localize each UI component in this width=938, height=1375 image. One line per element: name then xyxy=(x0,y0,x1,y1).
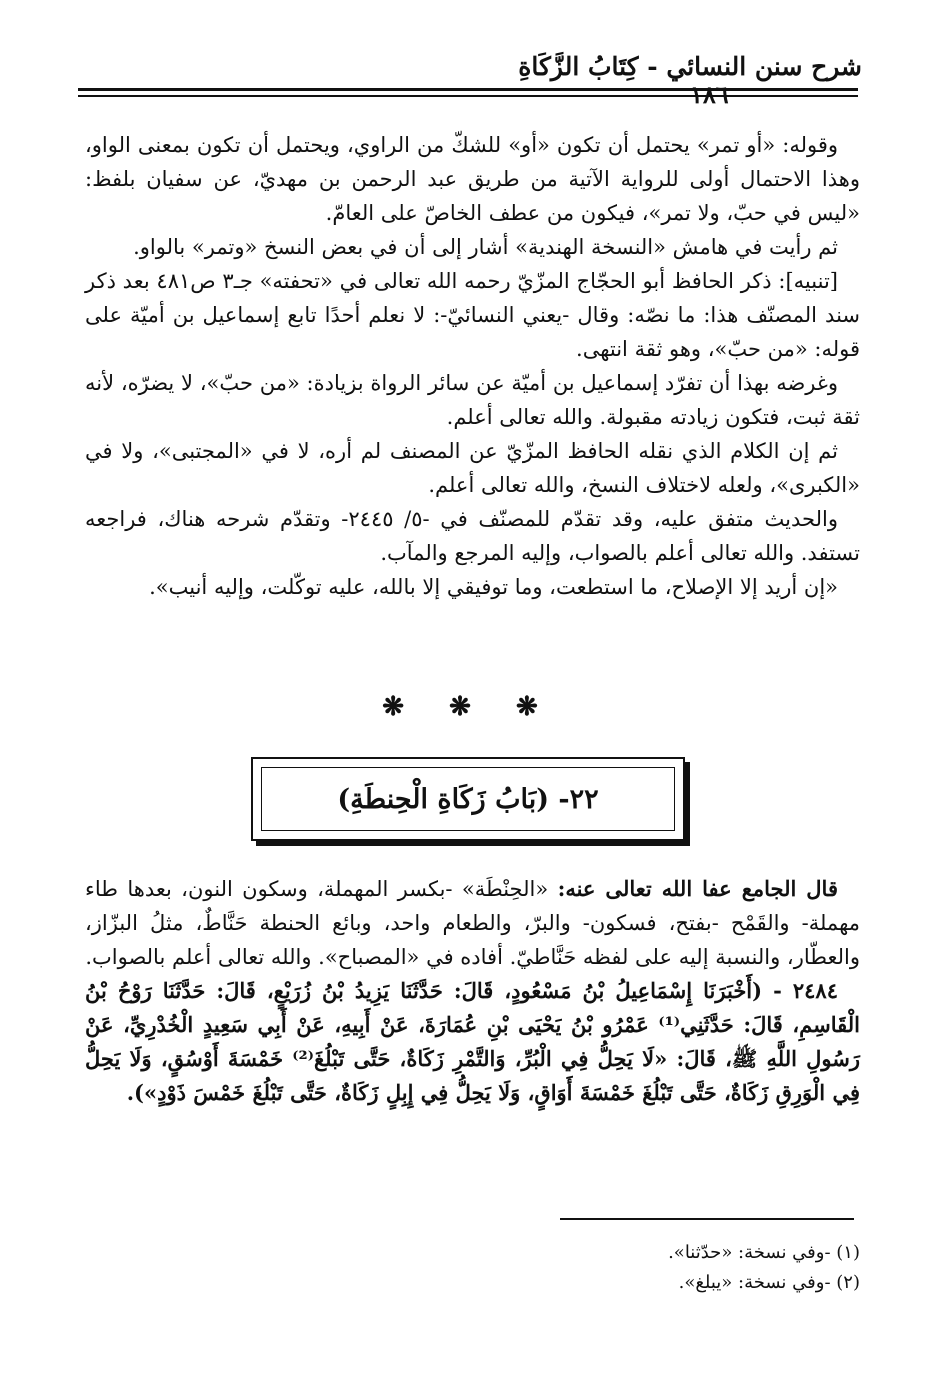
commentary-lead: قال الجامع عفا الله تعالى عنه: xyxy=(557,876,838,901)
main-text xyxy=(85,128,860,604)
chapter-title-inner-frame xyxy=(261,767,675,831)
paragraph: وغرضه بهذا أن تفرّد إسماعيل بن أميّة عن سائر الرواة بزيادة: «من حبّ»، لا يضرّه، لأنه ثقة ثبت، فتكون زيادته مقبولة. والله تعالى أعلم. xyxy=(85,371,860,429)
header-rule-top xyxy=(78,88,858,91)
section-separator: ❋ ❋ ❋ xyxy=(382,692,556,722)
footnote: (٢) -وفي نسخة: «يبلغ». xyxy=(678,1272,860,1293)
paragraph: «إن أريد إلا الإصلاح، ما استطعت، وما توفيقي إلا بالله، عليه توكّلت، وإليه أنيب». xyxy=(149,575,838,599)
running-header-title: شرح سنن النسائي - كِتَابُ الزَّكَاةِ xyxy=(518,52,862,81)
hadith-paragraph: ٢٤٨٤ - (أَخْبَرَنَا إِسْمَاعِيلُ بْنُ مَسْعُودٍ، قَالَ: حَدَّثَنَا يَزِيدُ بْنُ زُرَيْعٍ، قَالَ: حَدَّثَنَا رَوْحُ بْنُ الْقَاسِمِ، قَالَ: حَدَّثَنِي⁽¹⁾ عَمْرُو بْنُ يَحْيَى بْنِ عُمَارَةَ، عَنْ أَبِيهِ، عَنْ أَبِي سَعِيدٍ الْخُدْرِيِّ، عَنْ رَسُولِ اللَّهِ ﷺ، قَالَ: «لَا يَحِلُّ فِي الْبُرِّ، وَالتَّمْرِ زَكَاةٌ، حَتَّى تَبْلُغَ⁽²⁾ خَمْسَةَ أَوْسُقٍ، وَلَا يَحِلُّ فِي الْوَرِقِ زَكَاةٌ، حَتَّى تَبْلُغَ خَمْسَةَ أَوَاقٍ، وَلَا يَحِلُّ فِي إِبِلٍ زَكَاةٌ، حَتَّى تَبْلُغَ خَمْسَ ذَوْدٍ»). xyxy=(85,978,860,1105)
paragraph: وقوله: «أو تمر» يحتمل أن تكون «أو» للشكّ من الراوي، ويحتمل أن تكون بمعنى الواو، وهذا الاحتمال أولى للرواية الآتية من طريق عبد الرحمن بن مهديّ، عن سفيان بلفظ: «ليس في حبّ، ولا تمر»، فيكون من عطف الخاصّ على العامّ. xyxy=(85,133,860,225)
header-rule-bottom xyxy=(78,95,858,97)
footnotes xyxy=(360,1238,860,1298)
paragraph: ثم إن الكلام الذي نقله الحافظ المزّيّ عن المصنف لم أره، لا في «المجتبى»، ولا في «الكبرى»، ولعله لاختلاف النسخ، والله تعالى أعلم. xyxy=(85,439,860,497)
commentary-text xyxy=(85,872,860,1110)
chapter-title: ٢٢- (بَابُ زَكَاةِ الْحِنطَةِ) xyxy=(337,783,599,815)
paragraph: [تنبيه]: ذكر الحافظ أبو الحجّاج المزّيّ رحمه الله تعالى في «تحفته» جـ٣ ص٤٨١ بعد ذكر سند المصنّف هذا: ما نصّه: وقال -يعني النسائيّ-: لا نعلم أحدًا تابع إسماعيل بن أميّة على قوله: «من حبّ»، وهو ثقة انتهى. xyxy=(85,269,860,361)
paragraph: والحديث متفق عليه، وقد تقدّم للمصنّف في -٥/ ٢٤٤٥- وتقدّم شرحه هناك، فراجعه تستفد. والله تعالى أعلم بالصواب، وإليه المرجع والمآب. xyxy=(85,507,860,565)
paragraph: ثم رأيت في هامش «النسخة الهندية» أشار إلى أن في بعض النسخ «وتمر» بالواو. xyxy=(133,235,838,259)
chapter-title-frame xyxy=(251,757,685,841)
commentary-paragraph xyxy=(85,872,860,974)
footnote-divider xyxy=(560,1218,854,1220)
footnote: (١) -وفي نسخة: «حدّثنا». xyxy=(668,1242,860,1263)
commentary-body: «الحِنْطَة» -بكسر المهملة، وسكون النون، بعدها طاء مهملة- والقَمْح -بفتح، فسكون- والبرّ، والطعام واحد، وبائع الحنطة حَنَّاطٌ، مثلُ البزّاز، والعطّار، والنسبة إليه على لفظه حَنَّاطيّ. أفاده في «المصباح». والله تعالى أعلم بالصواب. xyxy=(85,877,860,969)
